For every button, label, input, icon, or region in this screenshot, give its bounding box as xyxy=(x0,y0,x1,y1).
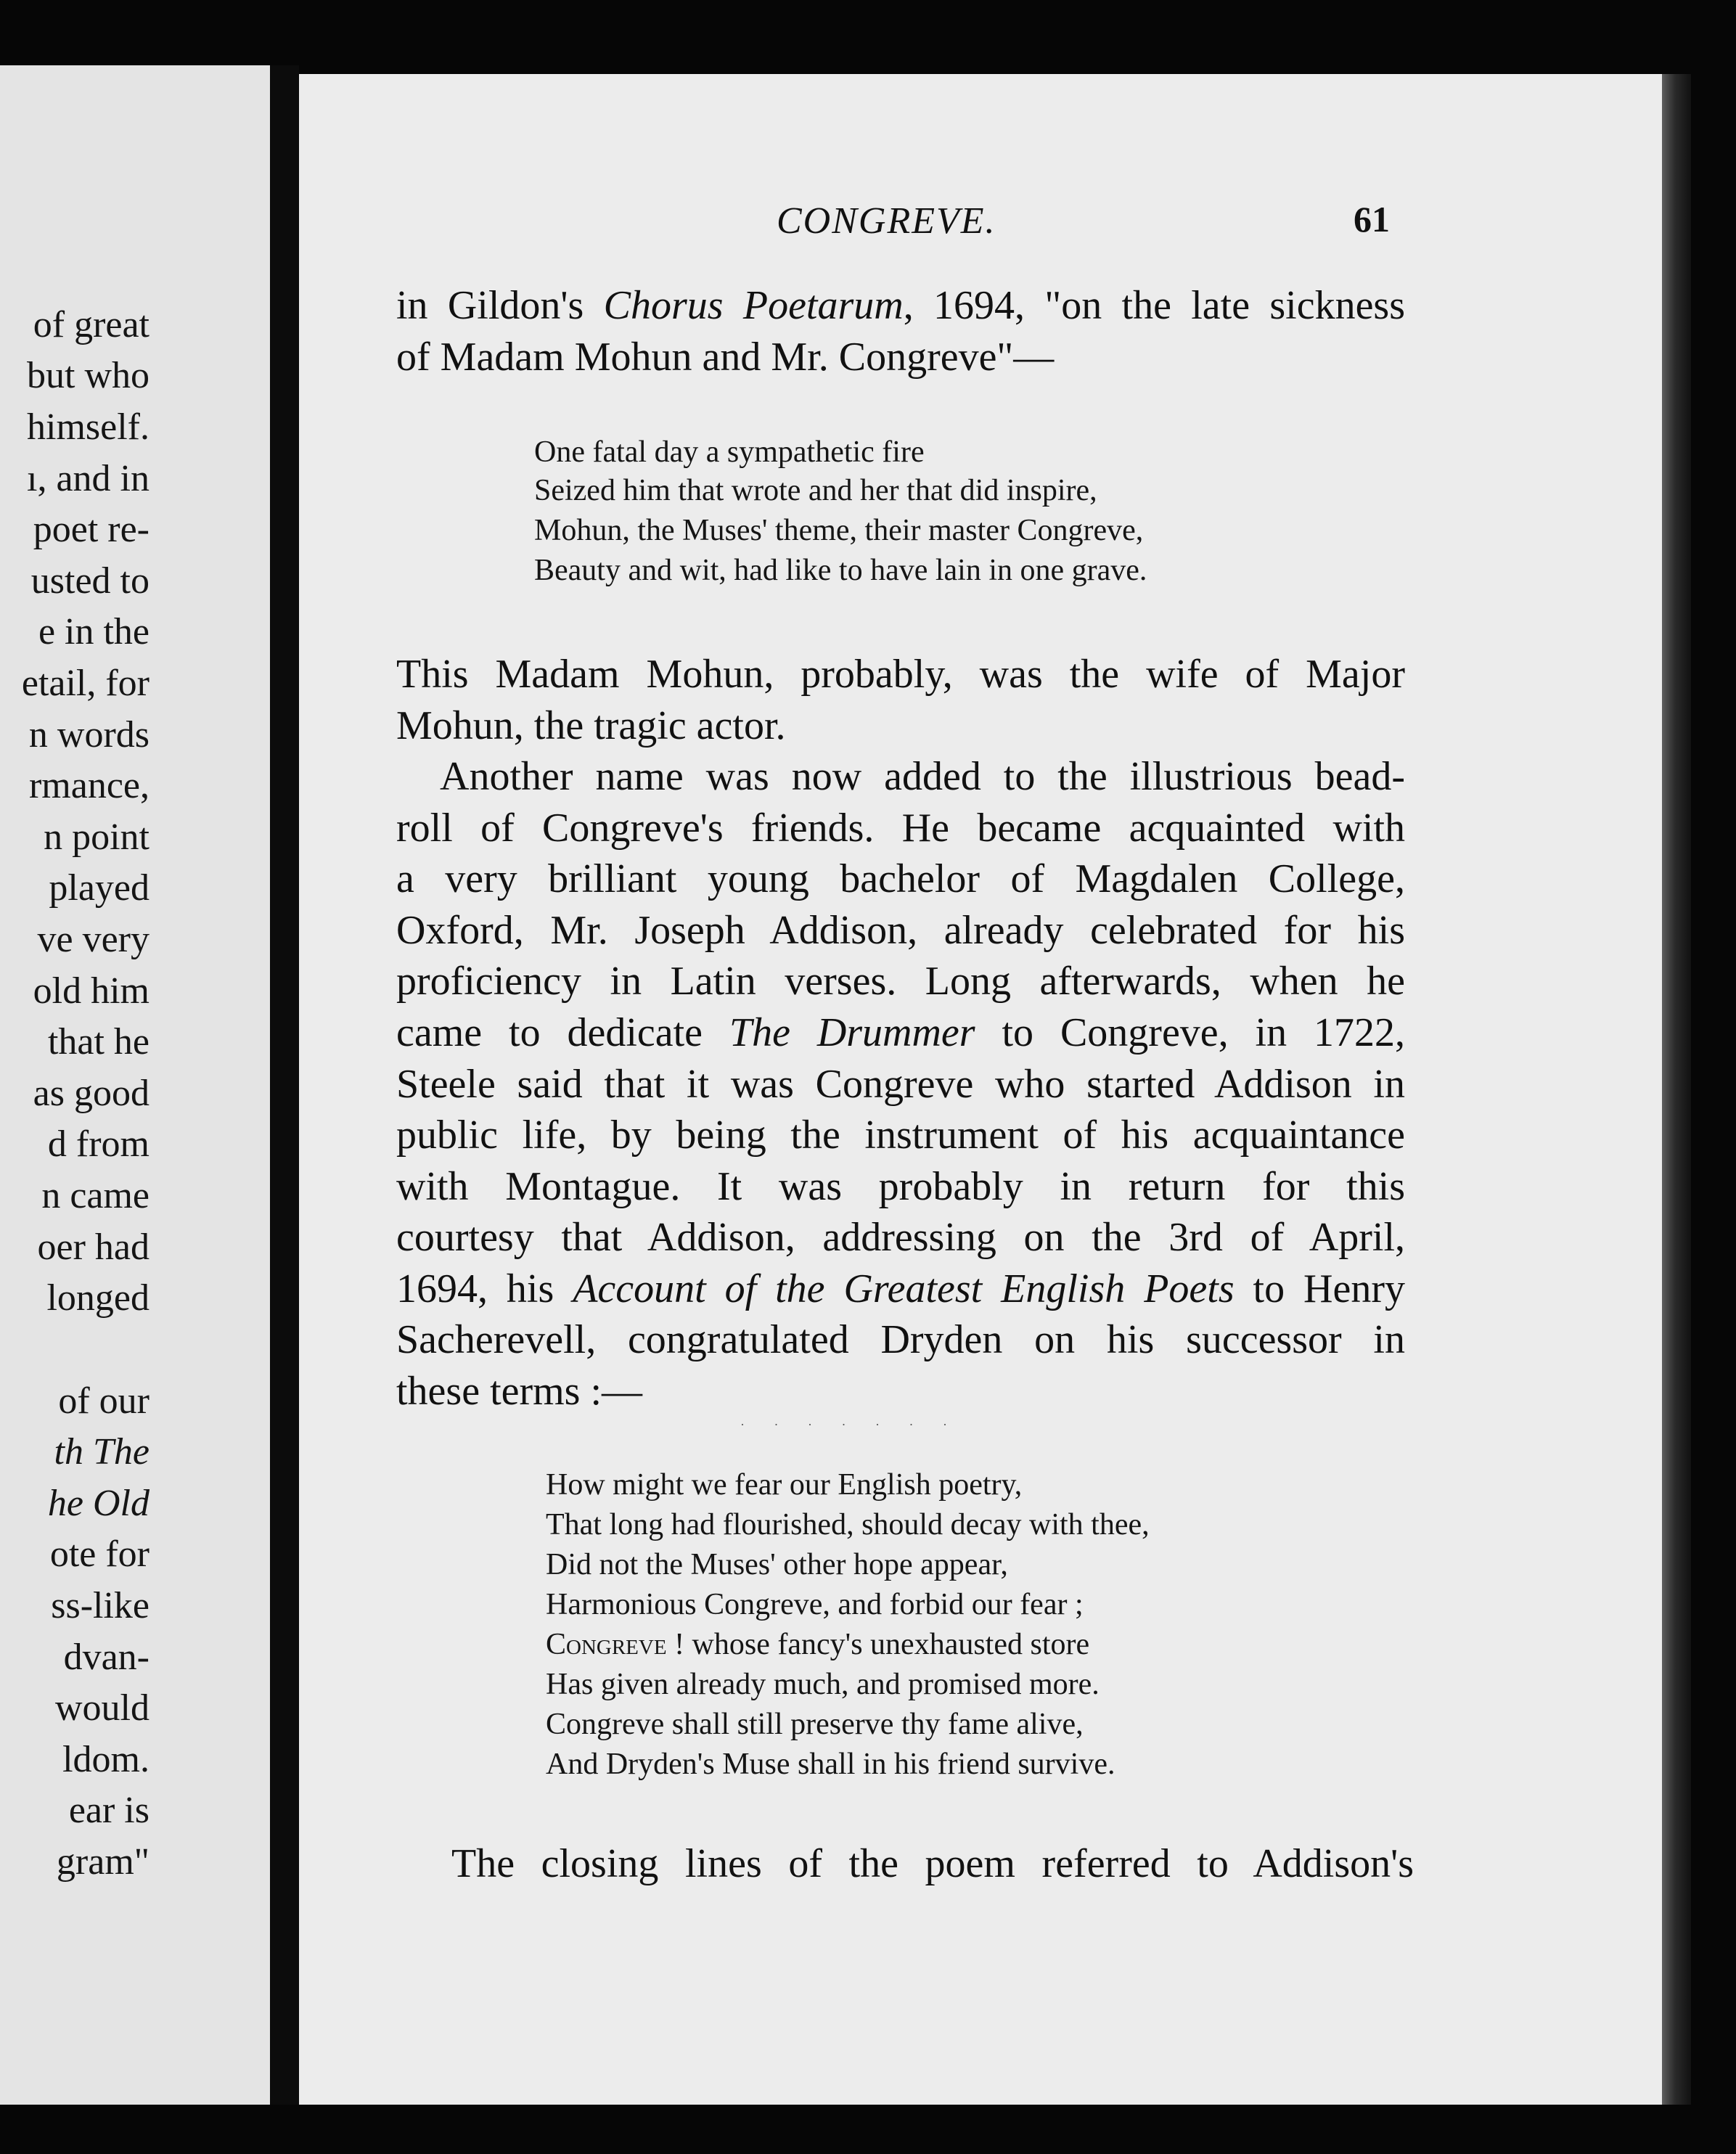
left-page-line: ote for xyxy=(49,1533,150,1575)
work-title: Account of the Greatest English Poets xyxy=(573,1266,1235,1311)
verse-line: Seized him that wrote and her that did inspire, xyxy=(534,474,1097,507)
left-page-line: as good xyxy=(33,1073,150,1114)
text-run: 1694, his xyxy=(396,1266,573,1311)
left-page-line: ı, and in xyxy=(27,458,150,499)
body-line: The closing lines of the poem referred to Addison's xyxy=(451,1841,1414,1886)
left-page-line: himself. xyxy=(27,406,150,448)
text-run: ! whose fancy's unexhausted store xyxy=(666,1628,1090,1661)
left-page-line: would xyxy=(55,1687,150,1729)
left-page-line: d from xyxy=(47,1123,150,1165)
small-caps-name: Congreve xyxy=(546,1628,667,1661)
body-line: Another name was now added to the illustrious bead- xyxy=(440,754,1405,799)
left-page-fragment xyxy=(0,65,270,2105)
left-page-line: ve very xyxy=(37,919,150,960)
body-line xyxy=(396,1012,1405,1053)
verse-line: Beauty and wit, had like to have lain in one grave. xyxy=(534,554,1147,587)
body-line: Oxford, Mr. Joseph Addison, already celebrated for his xyxy=(396,908,1405,953)
body-line: roll of Congreve's friends. He became acquainted with xyxy=(396,806,1405,851)
body-line: Mohun, the tragic actor. xyxy=(396,703,786,748)
body-line: of Madam Mohun and Mr. Congreve"— xyxy=(396,335,1055,380)
body-line xyxy=(396,1266,1405,1311)
left-page-line: etail, for xyxy=(21,663,150,704)
print-speckle: · · · · · · · xyxy=(740,1417,960,1432)
body-line: proficiency in Latin verses. Long afterwards, when he xyxy=(396,959,1405,1004)
running-head: CONGREVE. xyxy=(777,200,996,242)
left-page-line: he Old xyxy=(47,1483,150,1524)
left-page-line: of great xyxy=(33,304,150,345)
text-run: to Congreve, in 1722, xyxy=(975,1010,1406,1055)
text-run: in Gildon's xyxy=(396,283,604,328)
left-page-line: but who xyxy=(27,355,150,396)
left-page-line: rmance, xyxy=(28,765,150,806)
left-page-line: ldom. xyxy=(62,1739,150,1780)
text-run: came to dedicate xyxy=(396,1010,729,1055)
left-page-line: th The xyxy=(54,1431,150,1473)
body-line: with Montague. It was probably in return for this xyxy=(396,1164,1405,1209)
left-page-line: n came xyxy=(41,1175,150,1216)
left-page-line: longed xyxy=(46,1277,150,1319)
body-line: Sacherevell, congratulated Dryden on his successor in xyxy=(396,1317,1405,1362)
page-number: 61 xyxy=(1354,199,1390,239)
verse-line: And Dryden's Muse shall in his friend survive. xyxy=(546,1748,1115,1781)
left-page-line: of our xyxy=(58,1380,150,1422)
left-page-line: gram" xyxy=(56,1841,150,1883)
body-line: these terms :— xyxy=(396,1369,643,1414)
page-edge-shadow xyxy=(1662,74,1691,2105)
verse-line: Did not the Muses' other hope appear, xyxy=(546,1548,1008,1581)
verse-line xyxy=(546,1629,1089,1660)
text-run: to Henry xyxy=(1234,1266,1405,1311)
left-page-line: played xyxy=(49,867,150,909)
left-page-line: that he xyxy=(47,1021,150,1062)
left-page-line: oer had xyxy=(37,1227,150,1268)
verse-line: That long had flourished, should decay with thee, xyxy=(546,1508,1150,1541)
verse-line: How might we fear our English poetry, xyxy=(546,1468,1023,1502)
left-page-line: n words xyxy=(28,714,150,755)
verse-line: Has given already much, and promised more. xyxy=(546,1668,1100,1701)
verse-line: Congreve shall still preserve thy fame alive, xyxy=(546,1708,1084,1741)
body-line: a very brilliant young bachelor of Magdalen College, xyxy=(396,856,1405,901)
left-page-line: usted to xyxy=(30,560,150,602)
work-title: Chorus Poetarum xyxy=(603,283,904,328)
left-page-line: old him xyxy=(33,970,150,1012)
verse-line: Mohun, the Muses' theme, their master Congreve, xyxy=(534,514,1144,547)
text-run: , 1694, "on the late sickness xyxy=(903,283,1406,328)
book-gutter xyxy=(270,65,299,2105)
body-line xyxy=(396,285,1405,326)
work-title: The Drummer xyxy=(729,1010,975,1055)
left-page-line: n point xyxy=(44,816,150,858)
body-line: Steele said that it was Congreve who started Addison in xyxy=(396,1062,1405,1107)
left-page-line: ss-like xyxy=(51,1585,150,1626)
verse-line: One fatal day a sympathetic fire xyxy=(534,435,925,469)
left-page-line: ear is xyxy=(68,1790,150,1831)
left-page-line: poet re- xyxy=(33,509,150,550)
left-page-line: e in the xyxy=(38,611,150,652)
body-line: public life, by being the instrument of his acquaintance xyxy=(396,1113,1405,1158)
left-page-line: dvan- xyxy=(63,1637,150,1678)
verse-line: Harmonious Congreve, and forbid our fear ; xyxy=(546,1588,1084,1621)
body-line: This Madam Mohun, probably, was the wife of Major xyxy=(396,652,1405,697)
body-line: courtesy that Addison, addressing on the 3rd of April, xyxy=(396,1215,1405,1260)
